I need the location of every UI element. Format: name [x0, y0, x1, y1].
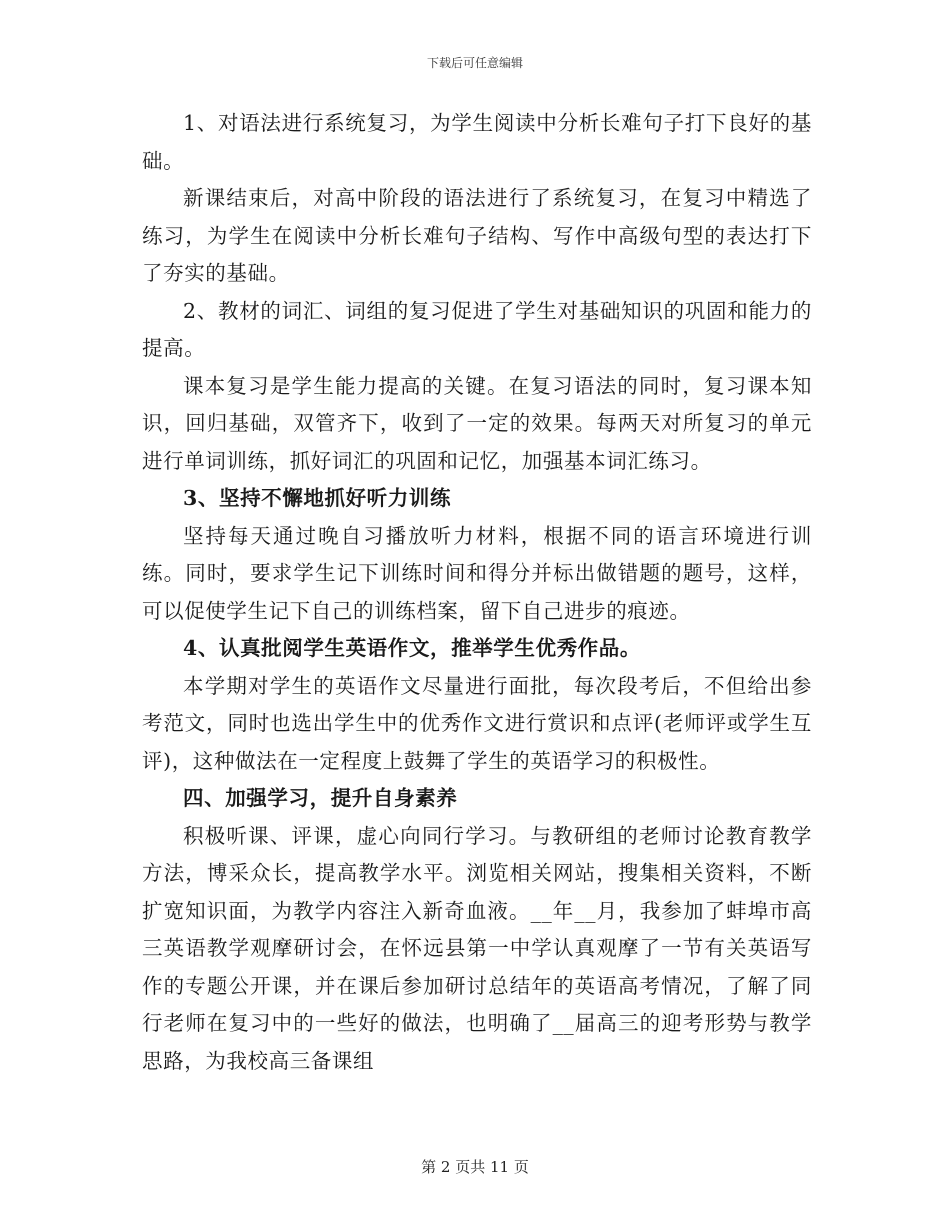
paragraph-10: 积极听课、评课，虚心向同行学习。与教研组的老师讨论教育教学方法，博采众长，提高教学水平。浏览相关网站，搜集相关资料，不断扩宽知识面，为教学内容注入新奇血液。__年__月，我参加了蚌埠市高三英语教学观摩研讨会，在怀远县第一中学认真观摩了一节有关英语写作的专题公开课，并在课后参加研讨总结年的英语高考情况，了解了同行老师在复习中的一些好的做法，也明确了__届高三的迎考形势与教学思路，为我校高三备课组	[142, 823, 812, 1073]
paragraph-2: 新课结束后，对高中阶段的语法进行了系统复习，在复习中精选了练习，为学生在阅读中分析长难句子结构、写作中高级句型的表达打下了夯实的基础。	[142, 186, 812, 285]
section-heading-writing: 4、认真批阅学生英语作文，推举学生优秀作品。	[183, 636, 641, 660]
paragraph-3: 2、教材的词汇、词组的复习促进了学生对基础知识的巩固和能力的提高。	[142, 298, 812, 360]
section-heading-listening: 3、坚持不懈地抓好听力训练	[183, 486, 452, 510]
page-footer: 第 2 页共 11 页	[421, 1158, 529, 1176]
document-body	[142, 105, 812, 1080]
page-header: 下载后可任意编辑	[426, 56, 523, 70]
paragraph-4: 课本复习是学生能力提高的关键。在复习语法的同时，复习课本知识，回归基础，双管齐下，收到了一定的效果。每两天对所复习的单元进行单词训练，抓好词汇的巩固和记忆，加强基本词汇练习。	[142, 373, 812, 473]
paragraph-6: 坚持每天通过晚自习播放听力材料，根据不同的语言环境进行训练。同时，要求学生记下训练时间和得分并标出做错题的题号，这样，可以促使学生记下自己的训练档案，留下自己进步的痕迹。	[142, 523, 812, 623]
paragraph-8: 本学期对学生的英语作文尽量进行面批，每次段考后，不但给出参考范文，同时也选出学生中的优秀作文进行赏识和点评(老师评或学生互评)，这种做法在一定程度上鼓舞了学生的英语学习的积极性。	[142, 673, 812, 773]
section-heading-self-study: 四、加强学习，提升自身素养	[183, 786, 458, 810]
paragraph-1: 1、对语法进行系统复习，为学生阅读中分析长难句子打下良好的基础。	[142, 111, 812, 173]
